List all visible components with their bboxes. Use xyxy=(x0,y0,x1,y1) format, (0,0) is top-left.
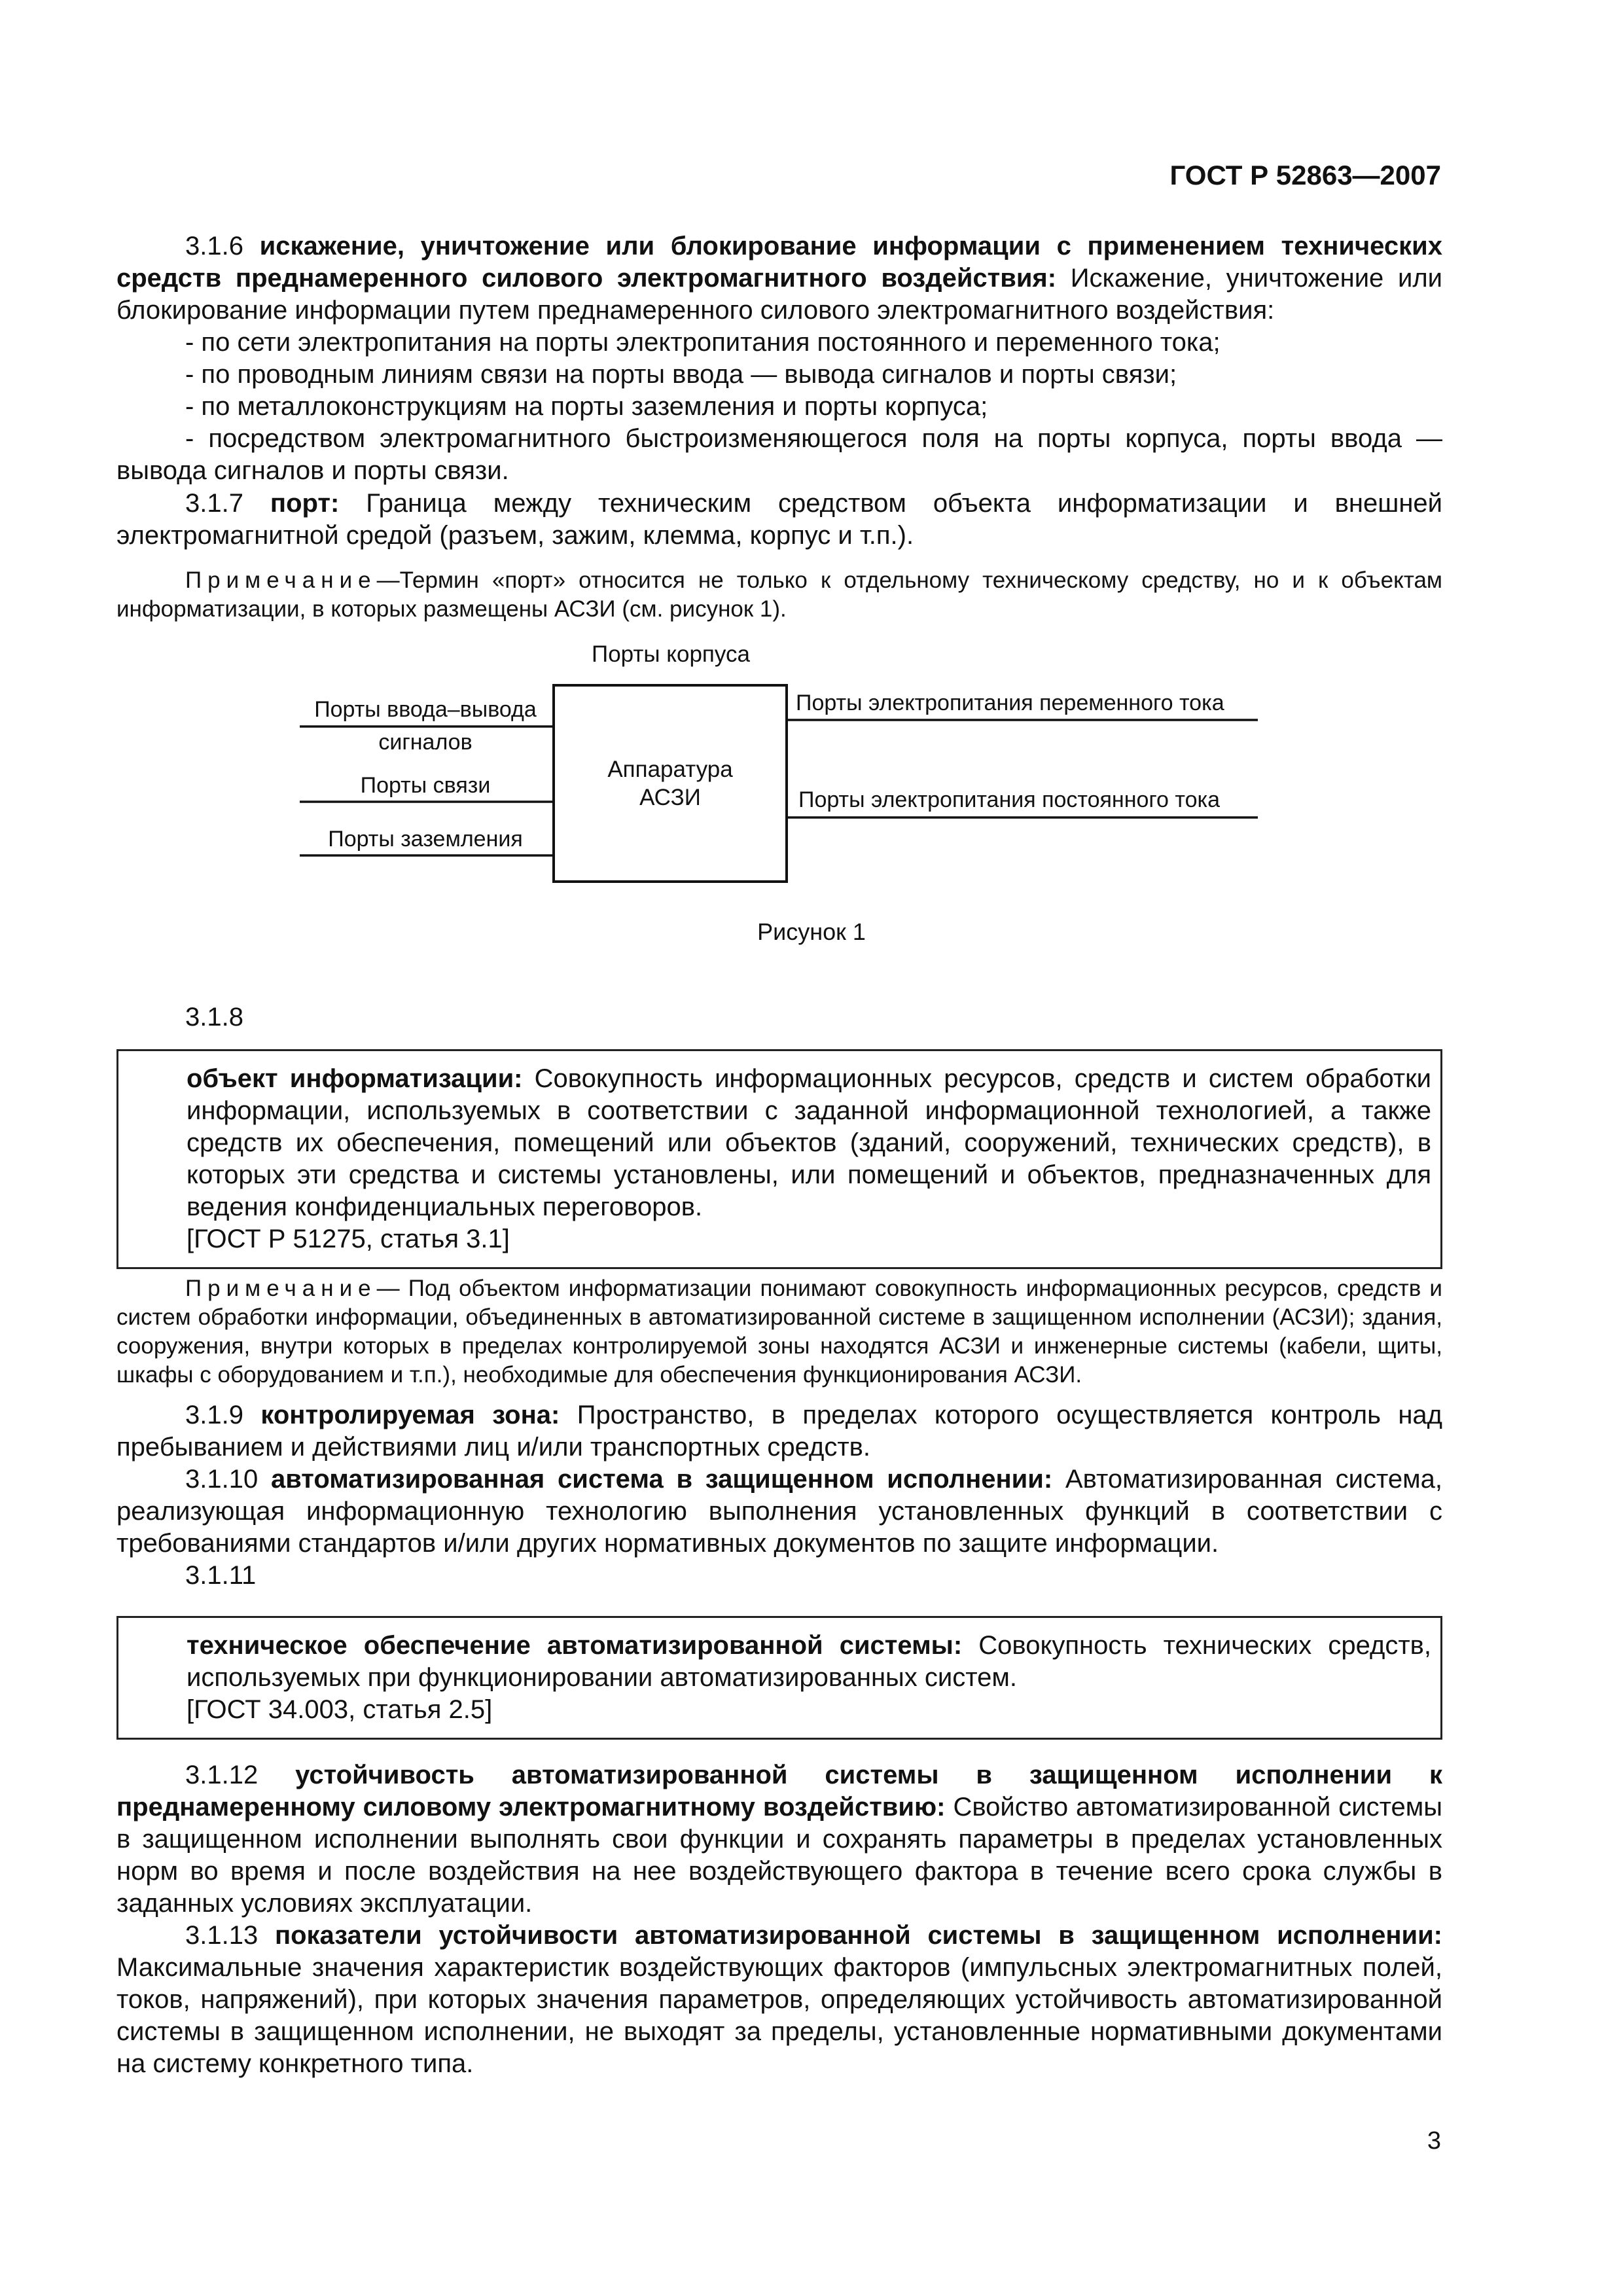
clauses-3-1-12-3-1-13 xyxy=(116,1759,1442,2080)
note-text: — Под объектом информатизации понимают совокупность информационных ресурсов, средств и систем обработки информации, объединенных в автоматизированной системе в защищенном исполнении (АСЗИ); здания, сооружения, внутри которых в пределах контролируемой зоны находятся АСЗИ и инженерные системы (кабели, щиты, шкафы с оборудованием и т.п.), необходимые для обеспечения функционирования АСЗИ. xyxy=(116,1276,1442,1388)
clause-3-1-12 xyxy=(116,1759,1442,1920)
term: техническое обеспечение автоматизированной системы: xyxy=(187,1631,963,1660)
list-item: - по сети электропитания на порты электропитания постоянного и переменного тока; xyxy=(185,328,1221,357)
label-io-ports-line2: сигналов xyxy=(378,730,473,755)
clause-3-1-7 xyxy=(116,488,1442,624)
definition-text: Пространство, в пределах которого осуществляется контроль над пребыванием и действиями лиц и/или транспортных средств. xyxy=(116,1401,1443,1462)
clause-3-1-8-definition xyxy=(187,1063,1431,1223)
clause-3-1-11-definition xyxy=(187,1630,1431,1694)
box-label-line2: АСЗИ xyxy=(639,785,701,810)
note-label: Примечание xyxy=(185,1276,377,1301)
clause-number: 3.1.9 xyxy=(185,1401,261,1429)
clause-number: 3.1.12 xyxy=(185,1761,296,1789)
term: контролируемая зона: xyxy=(260,1401,560,1429)
note-label: Примечание xyxy=(185,567,377,593)
term: автоматизированная система в защищенном исполнении: xyxy=(270,1465,1053,1494)
definition-text: Граница между техническим средством объекта информатизации и внешней электромагнитной средой (разъем, зажим, клемма, корпус и т.п.). xyxy=(116,489,1443,550)
label-case-ports: Порты корпуса xyxy=(592,641,750,667)
definition-text: Искажение, уничтожение или блокирование информации путем преднамеренного силового электромагнитного воздействия: xyxy=(116,264,1443,325)
clause-3-1-6-definition xyxy=(116,230,1442,327)
definition-text: Свойство автоматизированной системы в защищенном исполнении выполнять свои функции и сохранять параметры в пределах установленных норм во время и после воздействия на нее воздействующего фактора в течение всего срока службы в заданных условиях эксплуатации. xyxy=(116,1793,1442,1918)
label-comm-ports: Порты связи xyxy=(360,773,491,798)
clauses-3-1-9-3-1-10 xyxy=(116,1399,1442,1592)
term: показатели устойчивости автоматизированной системы в защищенном исполнении: xyxy=(274,1921,1442,1950)
clause-3-1-10 xyxy=(116,1463,1442,1560)
definition-text: Максимальные значения характеристик воздействующих факторов (импульсных электромагнитных полей, токов, напряжений), при которых значения параметров, определяющих устойчивость автоматизированной системы в защищенном исполнении, не выходят за пределы, установленные нормативными документами на систему конкретного типа. xyxy=(116,1953,1442,2078)
box-label-line1: Аппаратура xyxy=(607,757,733,782)
clause-3-1-7-definition xyxy=(116,488,1442,552)
clause-number: 3.1.6 xyxy=(185,232,260,260)
note xyxy=(116,566,1442,624)
clause-number: 3.1.10 xyxy=(185,1465,271,1494)
source-reference: [ГОСТ 34.003, статья 2.5] xyxy=(187,1695,493,1724)
page-number: 3 xyxy=(1427,2127,1441,2155)
figure-caption: Рисунок 1 xyxy=(757,918,866,945)
source-reference: [ГОСТ Р 51275, статья 3.1] xyxy=(187,1225,510,1253)
label-dc-ports: Порты электропитания постоянного тока xyxy=(798,787,1221,812)
clause-3-1-6 xyxy=(116,230,1442,487)
term: объект информатизации: xyxy=(187,1064,523,1093)
clause-3-1-9 xyxy=(116,1399,1442,1463)
term: искажение, уничтожение или блокирование информации с применением технических средств преднамеренного силового электромагнитного воздействия: xyxy=(116,232,1442,293)
clause-number: 3.1.7 xyxy=(185,489,270,518)
note xyxy=(116,1274,1442,1390)
asz-equipment-box xyxy=(554,685,787,882)
clause-number: 3.1.11 xyxy=(185,1561,257,1590)
term: устойчивость автоматизированной системы в защищенном исполнении к преднамеренному силовому электромагнитному воздействию: xyxy=(116,1761,1442,1821)
term: порт: xyxy=(270,489,340,518)
list-item: - посредством электромагнитного быстроизменяющегося поля на порты корпуса, порты ввода — вывода сигналов и порты связи. xyxy=(116,424,1442,485)
label-io-ports-line1: Порты ввода–вывода xyxy=(314,697,537,722)
label-ac-ports: Порты электропитания переменного тока xyxy=(796,691,1224,715)
clause-3-1-8-box xyxy=(116,1049,1442,1269)
list-item: - по металлоконструкциям на порты заземления и порты корпуса; xyxy=(185,392,988,421)
list-item: - по проводным линиям связи на порты ввода — вывода сигналов и порты связи; xyxy=(185,360,1177,389)
note-text: —Термин «порт» относится не только к отдельному техническому средству, но и к объектам информатизации, в которых размещены АСЗИ (см. рисунок 1). xyxy=(116,567,1442,622)
definition-text: Совокупность технических средств, используемых при функционировании автоматизированных систем. xyxy=(187,1631,1431,1692)
clause-3-1-13 xyxy=(116,1920,1442,2080)
document-header: ГОСТ Р 52863—2007 xyxy=(1169,160,1441,190)
definition-text: Автоматизированная система, реализующая информационную технологию выполнения установленных функций в соответствии с требованиями стандартов и/или других нормативных документов по защите информации. xyxy=(116,1465,1442,1558)
port-diagram xyxy=(294,638,1276,887)
clause-number: 3.1.13 xyxy=(185,1921,275,1950)
clause-3-1-8 xyxy=(116,1001,1442,1033)
clause-3-1-8-note xyxy=(116,1274,1442,1390)
clause-3-1-11-box xyxy=(116,1616,1442,1740)
figure-1-diagram xyxy=(294,638,1276,887)
definition-text: Совокупность информационных ресурсов, средств и систем обработки информации, используемых в соответствии с заданной информационной технологией, а также средств их обеспечения, помещений или объектов (зданий, сооружений, технических средств), в которых эти средства и системы установлены, или помещений и объектов, предназначенных для ведения конфиденциальных переговоров. xyxy=(187,1064,1432,1221)
clause-number: 3.1.8 xyxy=(185,1003,243,1031)
label-ground-ports: Порты заземления xyxy=(328,827,523,852)
